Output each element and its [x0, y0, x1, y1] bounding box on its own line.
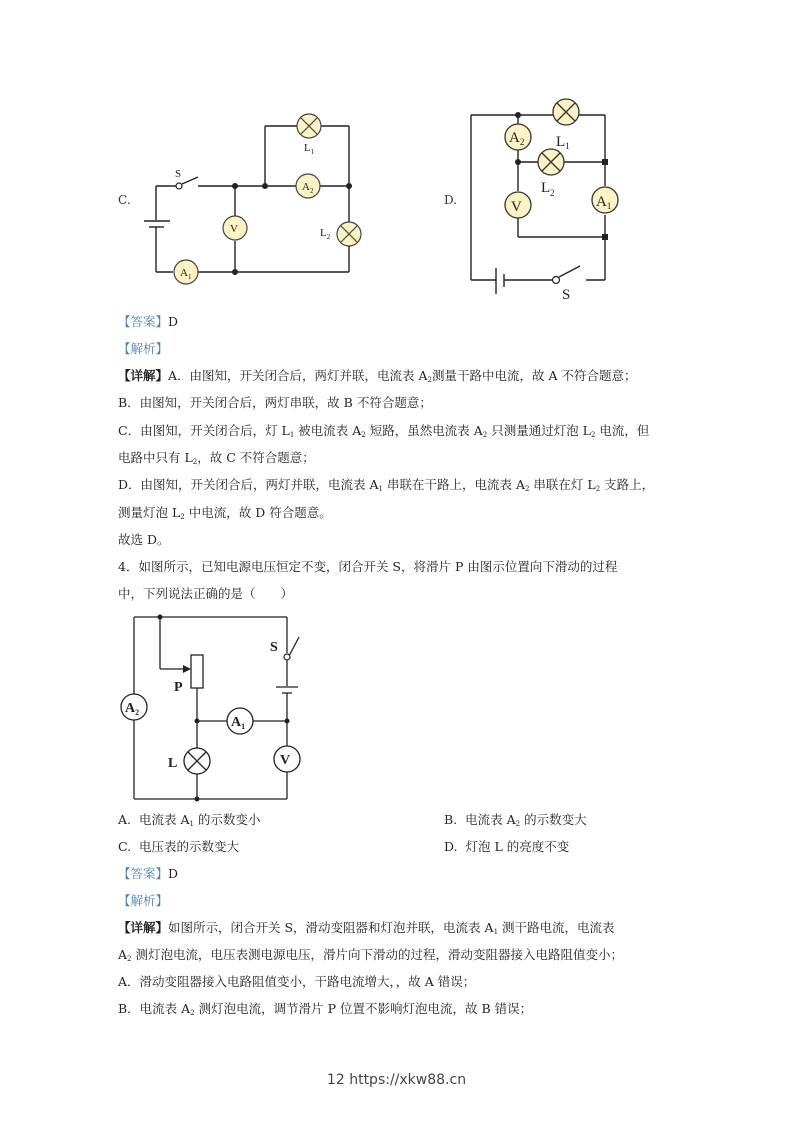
q4-detail-line: 【详解】如图所示，闭合开关 S，滑动变阻器和灯泡并联，电流表 $A_1$ 测干路电流，电流表 — [118, 920, 615, 936]
detail-tag: 【详解】 — [118, 920, 169, 935]
q3-answer — [118, 314, 178, 330]
q4-analysis-heading — [118, 893, 168, 909]
q4-option-a[interactable]: A. 电流表 $A_1$ 的示数变小 — [118, 812, 261, 828]
svg-text:L1: $L_1$ — [304, 142, 315, 156]
q4-option-c[interactable]: C. 电压表的示数变大 — [118, 839, 240, 854]
page-number: 12 — [326, 1072, 345, 1088]
footer-url[interactable]: https://xkw88.cn — [349, 1072, 467, 1088]
svg-text:L2: $L_2$ — [541, 180, 555, 198]
q3-detail-line: 测量灯泡 $L_2$ 中电流，故 D 符合题意。 — [118, 505, 332, 521]
q4-option-b[interactable]: B. 电流表 $A_2$ 的示数变大 — [444, 812, 587, 828]
svg-text:A2: $A_2$ — [302, 181, 314, 195]
q3-analysis-heading — [118, 341, 168, 357]
svg-text:L: L — [168, 756, 178, 771]
circuit-diagram-c — [140, 110, 380, 290]
svg-text:A1: $A_1$ — [180, 267, 192, 281]
q3-detail-line: 电路中只有 $L_2$，故 C 不符合题意； — [118, 450, 315, 466]
svg-text:S: S — [270, 640, 278, 655]
svg-text:V: V — [230, 223, 238, 235]
svg-text:A1: $A_1$ — [596, 194, 612, 211]
analysis-tag: 【解析】 — [118, 341, 169, 356]
q4-option-d[interactable]: D. 灯泡 L 的亮度不变 — [444, 839, 570, 854]
svg-text:V: V — [280, 753, 291, 768]
q3-detail-line: C．由图知，开关闭合后，灯 $L_1$ 被电流表 $A_2$ 短路，虽然电流表 $A_2$ 只测量通过灯泡 $L_2$ 电流，但 — [118, 423, 650, 439]
svg-text:A1: $A_1$ — [231, 715, 246, 731]
q3-detail-line: 【详解】A．由图知，开关闭合后，两灯并联，电流表 $A_2$测量干路中电流，故 A 不符合题意； — [118, 368, 637, 384]
svg-text:S: S — [175, 168, 182, 180]
page-footer — [0, 1072, 793, 1088]
q4-stem-line1: 4．如图所示，已知电源电压恒定不变，闭合开关 S，将滑片 P 由图示位置向下滑动的过程 — [118, 559, 618, 574]
answer-value: D — [168, 866, 179, 881]
q3-detail-line: B．由图知，开关闭合后，两灯串联，故 B 不符合题意； — [118, 395, 432, 410]
analysis-tag: 【解析】 — [118, 893, 169, 908]
q3-detail-line: D．由图知，开关闭合后，两灯并联，电流表 $A_1$ 串联在干路上，电流表 $A_2$ 串联在灯 $L_2$ 支路上， — [118, 477, 655, 493]
svg-text:P: P — [174, 680, 183, 695]
option-d-label: D. — [444, 193, 458, 207]
circuit-diagram-d — [460, 95, 620, 305]
answer-tag: 【答案】 — [118, 866, 169, 881]
svg-text:L2: $L_2$ — [320, 227, 331, 241]
q3-conclusion: 故选 D。 — [118, 532, 170, 547]
svg-text:A2: $A_2$ — [509, 130, 525, 147]
detail-tag: 【详解】 — [118, 368, 169, 383]
q4-detail-line: B．电流表 $A_2$ 测灯泡电流，调节滑片 P 位置不影响灯泡电流，故 B 错误； — [118, 1001, 533, 1017]
q4-stem-line2: 中，下列说法正确的是（ ） — [118, 586, 294, 601]
q4-detail-line: A．滑动变阻器接入电路阻值变小，干路电流增大，，故 A 错误； — [118, 974, 476, 989]
svg-text:V: V — [511, 199, 522, 215]
q4-detail-line: $A_2$ 测灯泡电流，电压表测电源电压，滑片向下滑动的过程，滑动变阻器接入电路阻值变小； — [118, 947, 623, 963]
answer-value: D — [168, 314, 179, 329]
option-c-label: C. — [118, 193, 131, 207]
svg-text:A2: $A_2$ — [125, 701, 140, 717]
circuit-diagram-q4 — [115, 608, 315, 808]
answer-tag: 【答案】 — [118, 314, 169, 329]
svg-text:S: S — [562, 287, 571, 303]
q4-answer — [118, 866, 178, 882]
svg-text:L1: $L_1$ — [556, 134, 570, 151]
